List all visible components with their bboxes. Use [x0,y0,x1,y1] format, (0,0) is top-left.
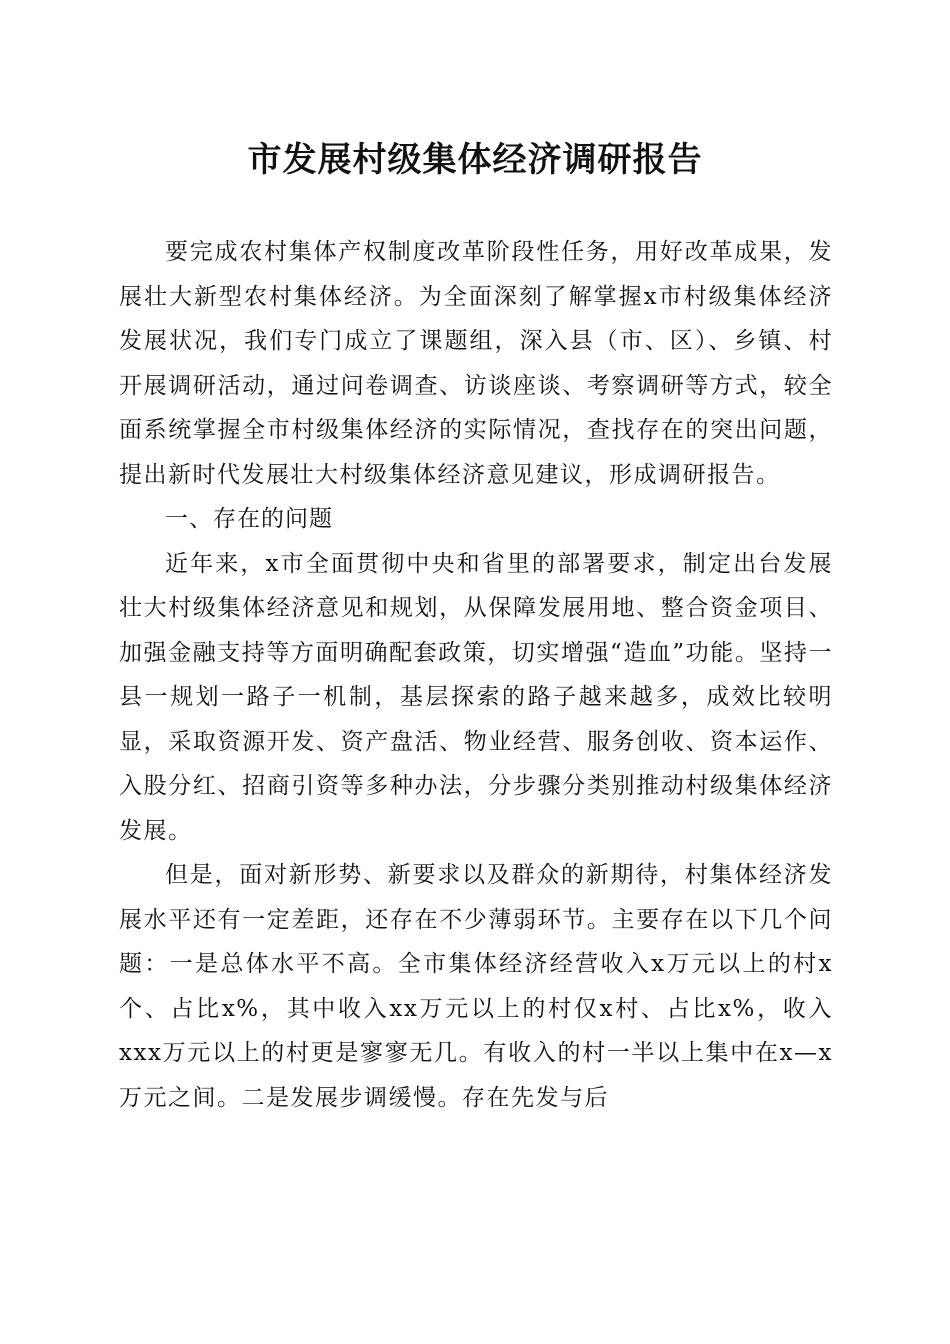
intro-paragraph: 要完成农村集体产权制度改革阶段性任务，用好改革成果，发展壮大新型农村集体经济。为全面深刻了解掌握x市村级集体经济发展状况，我们专门成立了课题组，深入县（市、区）、乡镇、村开展调研活动，通过问卷调查、访谈座谈、考察调研等方式，较全面系统掌握全市村级集体经济的实际情况，查找存在的突出问题，提出新时代发展壮大村级集体经济意见建议，形成调研报告。 [119,239,833,488]
section-heading-problems: 一、存在的问题 [165,506,333,532]
section-paragraph-1: 近年来，x市全面贯彻中央和省里的部署要求，制定出台发展壮大村级集体经济意见和规划，从保障发展用地、整合资金项目、加强金融支持等方面明确配套政策，切实增强“造血”功能。坚持一县一规划一路子一机制，基层探索的路子越来越多，成效比较明显，采取资源开发、资产盘活、物业经营、服务创收、资本运作、入股分红、招商引资等多种办法，分步骤分类别推动村级集体经济发展。 [119,550,833,844]
document-body [119,230,833,1120]
section-paragraph-2: 但是，面对新形势、新要求以及群众的新期待，村集体经济发展水平还有一定差距，还存在不少薄弱环节。主要存在以下几个问题：一是总体水平不高。全市集体经济经营收入x万元以上的村x个、占比x%，其中收入xx万元以上的村仅x村、占比x%，收入xxx万元以上的村更是寥寥无几。有收入的村一半以上集中在x—x万元之间。二是发展步调缓慢。存在先发与后 [119,862,833,1111]
document-title: 市发展村级集体经济调研报告 [247,140,703,180]
